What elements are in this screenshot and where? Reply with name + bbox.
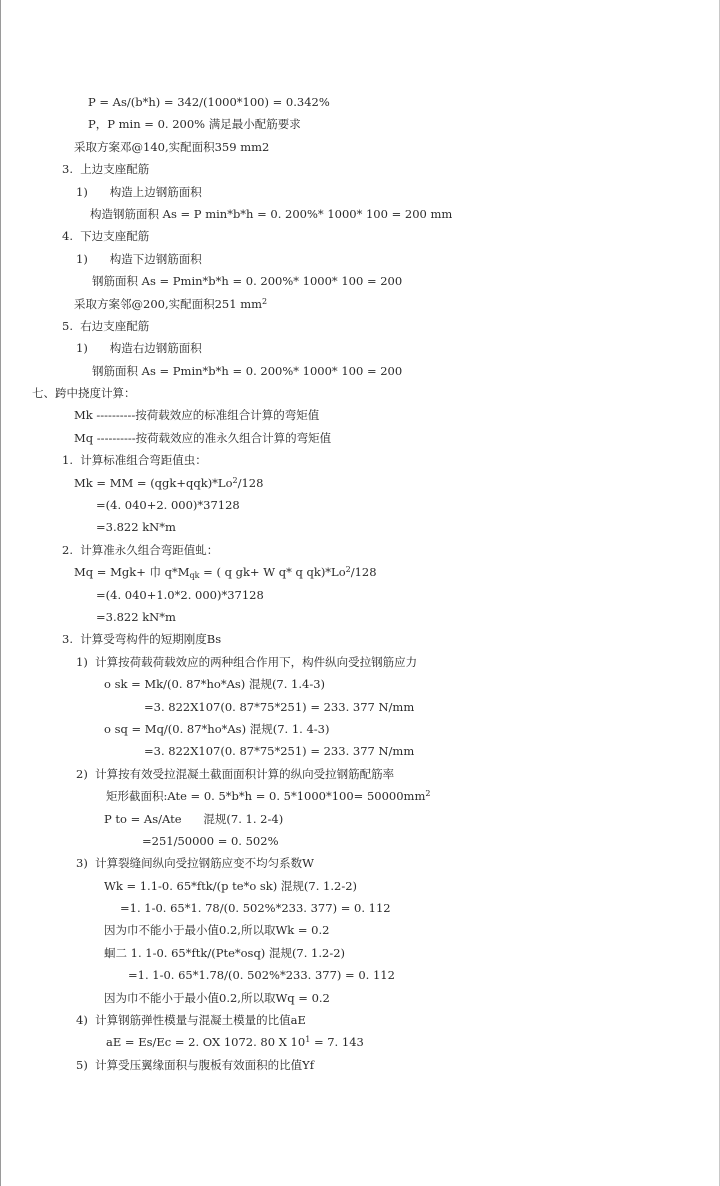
formula-line: =3. 822X107(0. 87*75*251) = 233. 377 N/mm xyxy=(144,744,415,759)
text-line: 钢筋面积 As = Pmin*b*h = 0. 200%* 1000* 100 = 200 xyxy=(92,274,403,289)
subsection-heading: 3) 计算裂缝间纵向受拉钢筋应变不均匀系数W xyxy=(76,856,314,871)
section-heading: 5. 右边支座配筋 xyxy=(62,318,150,333)
subsection-heading: 1) 构造下边钢筋面积 xyxy=(76,251,202,266)
formula-line: 蛔二 1. 1-0. 65*ftk/(Pte*osq) 混规(7. 1.2-2) xyxy=(104,945,346,960)
section-heading: 4. 下边支座配筋 xyxy=(62,229,150,244)
formula-line: =3.822 kN*m xyxy=(96,609,176,624)
section-heading: 3. 上边支座配筋 xyxy=(62,162,150,177)
formula-line: =3.822 kN*m xyxy=(96,520,176,535)
formula-line: Mk = MM = $(qgk+qqk)*Lo^2/128$ xyxy=(74,475,264,490)
section-heading: 2. 计算准永久组合弯距值虬： xyxy=(62,542,219,557)
formula-line: Mq = Mgk+ 巾 $q*M_{qk}$ = ( q gk+ W q* q qk)*Lo$^2$/128 xyxy=(74,565,377,581)
definition-line: Mk ----------按荷载效应的标准组合计算的弯矩值 xyxy=(74,408,320,423)
formula-line: =(4. 040+2. 000)*37128 xyxy=(96,498,240,513)
formula-line: o sq = Mq/(0. 87*ho*As) 混规(7. 1. 4-3) xyxy=(104,721,330,736)
subsection-heading: 5) 计算受压翼缘面积与腹板有效面积的比值Yf xyxy=(76,1057,314,1072)
formula-line: o sk = Mk/(0. 87*ho*As) 混规(7. 1.4-3) xyxy=(104,677,326,692)
chapter-heading: 七、跨中挠度计算： xyxy=(32,386,136,401)
text-line: P，P min = 0. 200% 满足最小配筋要求 xyxy=(88,117,301,132)
subsection-heading: 2) 计算按有效受拉混凝土截面面积计算的纵向受拉钢筋配筋率 xyxy=(76,766,395,781)
formula-line: Wk = 1.1-0. 65*ftk/(p te*o sk) 混规(7. 1.2-2) xyxy=(104,878,358,893)
formula-line: =3. 822X107(0. 87*75*251) = 233. 377 N/mm xyxy=(144,699,415,714)
subsection-heading: 1) 构造上边钢筋面积 xyxy=(76,184,202,199)
text-line: 采取方案邻@200,实配面积251 $mm^2$ xyxy=(74,296,268,311)
formula-line: =(4. 040+1.0*2. 000)*37128 xyxy=(96,587,264,602)
formula-line: =251/50000 = 0. 502% xyxy=(142,833,279,848)
formula-line: P to = As/Ate 混规(7. 1. 2-4) xyxy=(104,811,284,826)
formula-line: =1. 1-0. 65*1. 78/(0. 502%*233. 377) = 0. 112 xyxy=(120,901,391,916)
text-line: 采取方案邓@140,实配面积359 mm2 xyxy=(74,139,270,154)
definition-line: Mq ----------按荷载效应的准永久组合计算的弯矩值 xyxy=(74,430,332,445)
text-line: 构造钢筋面积 As = P min*b*h = 0. 200%* 1000* 100 = 200 mm xyxy=(90,206,453,221)
document-body xyxy=(0,91,720,1076)
text-line: 因为巾不能小于最小值0.2,所以取Wk = 0.2 xyxy=(104,923,330,938)
text-line: P = As/(b*h) = 342/(1000*100) = 0.342% xyxy=(88,95,330,109)
subsection-heading: 4) 计算钢筋弹性模量与混凝土模量的比值aE xyxy=(76,1013,306,1028)
formula-line: =1. 1-0. 65*1.78/(0. 502%*233. 377) = 0. 112 xyxy=(128,968,395,983)
formula-line: 矩形截面积:Ate = 0. 5*b*h = 0. $5*1000*100= 50000mm^2$ xyxy=(106,789,431,804)
formula-line: aE = Es/Ec = 2. OX 1072. 80 X $10^1 = 7$. 143 xyxy=(106,1035,364,1050)
subsection-heading: 1) 构造右边钢筋面积 xyxy=(76,341,202,356)
section-heading: 1. 计算标准组合弯距值虫： xyxy=(62,453,207,468)
text-line: 钢筋面积 As = Pmin*b*h = 0. 200%* 1000* 100 = 200 xyxy=(92,363,403,378)
subsection-heading: 1) 计算按荷载荷载效应的两种组合作用下，构件纵向受拉钢筋应力 xyxy=(76,654,418,669)
section-heading: 3. 计算受弯构件的短期刚度Bs xyxy=(62,632,222,647)
text-line: 因为巾不能小于最小值0.2,所以取Wq = 0.2 xyxy=(104,990,330,1005)
